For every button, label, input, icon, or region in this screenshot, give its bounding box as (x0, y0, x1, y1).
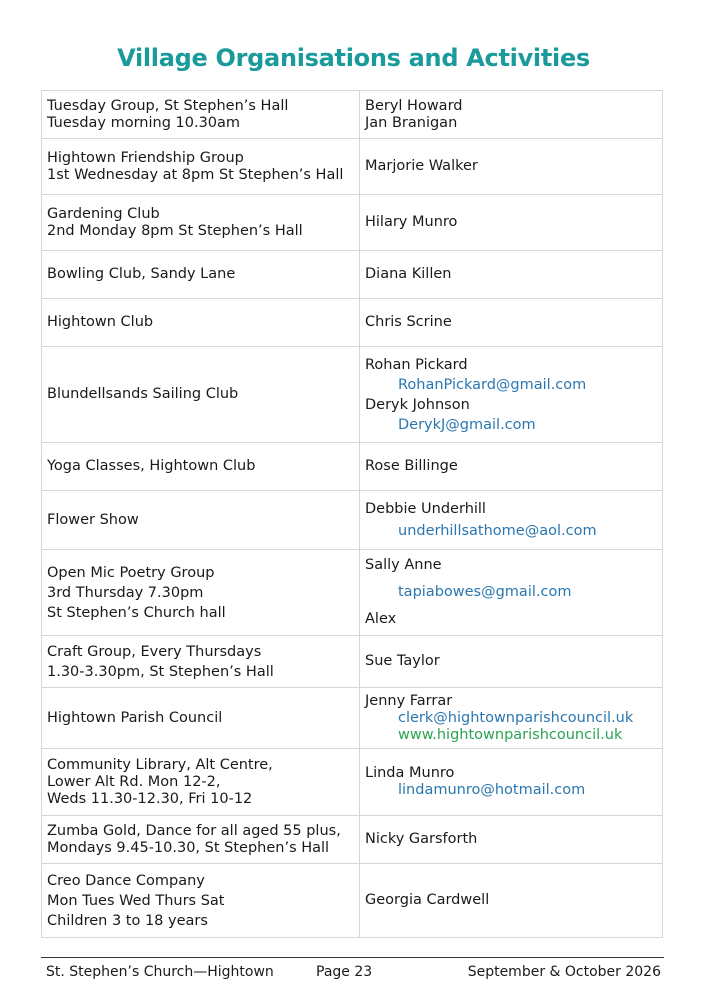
website-link[interactable]: www.hightownparishcouncil.uk (398, 726, 623, 743)
contact-name: Jenny Farrar (365, 692, 453, 709)
organisation-cell (42, 550, 360, 636)
contact-email-link[interactable]: lindamunro@hotmail.com (398, 782, 586, 798)
contact-email-link[interactable]: tapiabowes@gmail.com (398, 584, 572, 600)
organisation-detail: 1st Wednesday at 8pm St Stephen’s Hall (47, 166, 344, 183)
contact-name: Linda Munro (365, 765, 455, 781)
organisation-detail: 3rd Thursday 7.30pm (47, 584, 204, 601)
organisation-name: Zumba Gold, Dance for all aged 55 plus, (47, 822, 341, 839)
organisation-cell (42, 816, 360, 864)
footer-issue-date: September & October 2026 (467, 964, 661, 980)
contact-name: Rose Billinge (365, 458, 458, 474)
table-row (42, 91, 663, 139)
organisation-detail: Lower Alt Rd. Mon 12-2, (47, 773, 221, 790)
contact-name: Beryl Howard (365, 97, 463, 114)
contact-cell (360, 251, 663, 299)
organisation-cell (42, 443, 360, 491)
organisation-name: Craft Group, Every Thursdays (47, 643, 262, 660)
organisation-detail: Tuesday morning 10.30am (47, 114, 241, 131)
organisation-name: Hightown Club (47, 314, 154, 330)
organisation-name: Creo Dance Company (47, 872, 205, 889)
contact-name: Deryk Johnson (365, 396, 470, 413)
organisation-name: Yoga Classes, Hightown Club (47, 458, 256, 474)
table-row (42, 864, 663, 938)
page-title: Village Organisations and Activities (117, 44, 590, 72)
table-row (42, 299, 663, 347)
organisation-cell (42, 491, 360, 550)
organisation-cell (42, 91, 360, 139)
table-row (42, 251, 663, 299)
contact-cell (360, 347, 663, 443)
organisation-detail: 2nd Monday 8pm St Stephen’s Hall (47, 222, 303, 239)
organisation-cell (42, 688, 360, 749)
organisation-name: Gardening Club (47, 205, 160, 222)
contact-email-link[interactable]: clerk@hightownparishcouncil.uk (398, 709, 634, 726)
contact-cell (360, 139, 663, 195)
contact-cell (360, 443, 663, 491)
organisation-cell (42, 251, 360, 299)
organisation-name: Tuesday Group, St Stephen’s Hall (47, 97, 289, 114)
contact-name: Sue Taylor (365, 653, 440, 669)
organisation-detail: Mondays 9.45-10.30, St Stephen’s Hall (47, 839, 330, 856)
footer-church-name: St. Stephen’s Church—Hightown (46, 964, 274, 980)
organisation-name: Hightown Parish Council (47, 709, 223, 726)
contact-email-link[interactable]: underhillsathome@aol.com (398, 522, 597, 539)
contact-cell (360, 91, 663, 139)
organisation-cell (42, 347, 360, 443)
organisation-detail: Weds 11.30-12.30, Fri 10-12 (47, 790, 253, 807)
organisation-detail: Mon Tues Wed Thurs Sat (47, 892, 225, 909)
contact-name: Diana Killen (365, 266, 452, 282)
organisation-name: Bowling Club, Sandy Lane (47, 266, 236, 282)
organisation-name: Blundellsands Sailing Club (47, 386, 239, 402)
contact-name: Debbie Underhill (365, 500, 486, 517)
organisation-detail: 1.30-3.30pm, St Stephen’s Hall (47, 663, 274, 680)
organisation-cell (42, 864, 360, 938)
footer-page-number: Page 23 (316, 964, 373, 980)
organisation-cell (42, 636, 360, 688)
organisation-cell (42, 195, 360, 251)
contact-name: Georgia Cardwell (365, 892, 490, 908)
table-row (42, 347, 663, 443)
organisations-table (41, 90, 663, 938)
table-row (42, 636, 663, 688)
organisation-detail: St Stephen’s Church hall (47, 604, 226, 621)
contact-name: Alex (365, 611, 397, 627)
organisation-cell (42, 139, 360, 195)
contact-cell (360, 749, 663, 816)
contact-name: Hilary Munro (365, 214, 458, 230)
contact-name: Nicky Garsforth (365, 831, 478, 847)
contact-email-link[interactable]: RohanPickard@gmail.com (398, 376, 587, 393)
organisation-name: Hightown Friendship Group (47, 149, 244, 166)
organisation-name: Flower Show (47, 511, 139, 528)
table-row (42, 816, 663, 864)
organisation-cell (42, 749, 360, 816)
contact-cell (360, 299, 663, 347)
contact-name: Sally Anne (365, 557, 442, 573)
contact-name: Rohan Pickard (365, 356, 468, 373)
organisation-detail: Children 3 to 18 years (47, 912, 208, 929)
organisation-name: Open Mic Poetry Group (47, 564, 215, 581)
table-row (42, 195, 663, 251)
table-row (42, 749, 663, 816)
contact-cell (360, 491, 663, 550)
contact-cell (360, 636, 663, 688)
organisation-cell (42, 299, 360, 347)
table-row (42, 443, 663, 491)
contact-cell (360, 816, 663, 864)
contact-cell (360, 864, 663, 938)
contact-email-link[interactable]: DerykJ@gmail.com (398, 416, 536, 433)
table-row (42, 688, 663, 749)
footer-divider (41, 957, 664, 958)
contact-cell (360, 195, 663, 251)
contact-name: Jan Branigan (365, 114, 458, 131)
contact-name: Chris Scrine (365, 314, 452, 330)
organisation-name: Community Library, Alt Centre, (47, 756, 273, 773)
contact-cell (360, 550, 663, 636)
table-row (42, 550, 663, 636)
table-row (42, 139, 663, 195)
contact-name: Marjorie Walker (365, 158, 478, 174)
contact-cell (360, 688, 663, 749)
table-row (42, 491, 663, 550)
